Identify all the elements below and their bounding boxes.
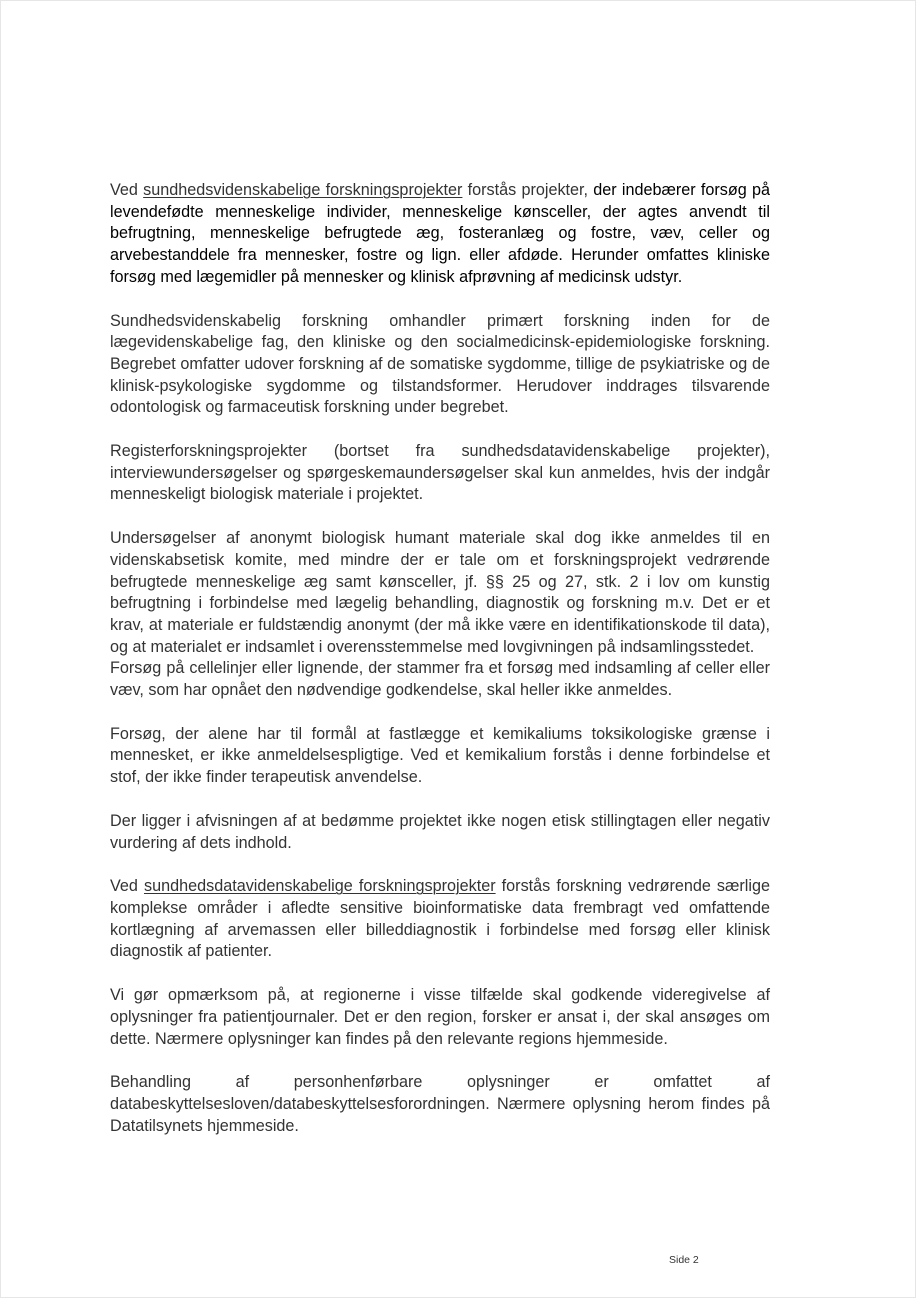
term-health-data-research-projects: sundhedsdatavidenskabelige forskningsprojekter bbox=[143, 877, 496, 896]
paragraph-cell-lines: Forsøg på cellelinjer eller lignende, der stammer fra et forsøg med indsamling af celler eller væv, som har opnået den nødvendige godkendelse, skal heller ikke anmeldes. bbox=[110, 659, 770, 700]
paragraph-data-protection: Behandling af personhenførbare oplysninger er omfattet af databeskyttelsesloven/databeskyttelsesforordningen. Nærmere oplysning herom findes på Datatilsynets hjemmeside. bbox=[110, 1073, 770, 1135]
term-health-research-projects: sundhedsvidenskabelige forskningsprojekter bbox=[143, 181, 463, 199]
text-rest: forstås forskning vedrørende særlige komplekse områder i afledte sensitive bioinformatiske data frembragt ved omfattende kortlægning af arvemassen eller billeddiagnostik i forbindelse med forsøg eller klinisk diagnostik af patienter. bbox=[110, 877, 770, 961]
paragraph-register-research: Registerforskningsprojekter (bortset fra sundhedsdatavidenskabelige projekter), interviewundersøgelser og spørgeskemaundersøgelser skal kun anmeldes, hvis der indgår menneskeligt biologisk materiale i projektet. bbox=[110, 442, 770, 504]
paragraph-definition-health-research bbox=[110, 180, 770, 289]
paragraph-patient-records: Vi gør opmærksom på, at regionerne i visse tilfælde skal godkende videregivelse af oplysninger fra patientjournaler. Det er den region, forsker er ansat i, der skal ansøges om dette. Nærmere oplysninger kan findes på den relevante regions hjemmeside. bbox=[110, 986, 770, 1048]
paragraph-scope: Sundhedsvidenskabelig forskning omhandler primært forskning inden for de lægevidenskabelige fag, den kliniske og den socialmedicinsk-epidemiologiske forskning. Begrebet omfatter udover forskning af de somatiske sygdomme, tillige de psykiatriske og de klinisk-psykologiske sygdomme og tilstandsformer. Herudover inddrages tilsvarende odontologisk og farmaceutisk forskning under begrebet. bbox=[110, 311, 770, 417]
paragraph-chemicals: Forsøg, der alene har til formål at fastlægge et kemikaliums toksikologiske grænse i mennesket, er ikke anmeldelsespligtige. Ved et kemikalium forstås i denne forbindelse et stof, der ikke finder terapeutisk anvendelse. bbox=[110, 724, 770, 787]
document-body bbox=[110, 180, 770, 1159]
text-lead: Ved bbox=[110, 181, 144, 199]
text-lead: Ved bbox=[110, 877, 144, 896]
paragraph-definition-health-data-research bbox=[110, 876, 770, 963]
text-mid: forstås projekter, bbox=[462, 181, 594, 199]
page-number: Side 2 bbox=[669, 1254, 699, 1266]
paragraph-anonymous-material: Undersøgelser af anonymt biologisk humant materiale skal dog ikke anmeldes til en videnskabsetisk komite, med mindre der er tale om et forskningsprojekt vedrørende befrugtede menneskelige æg samt kønsceller, jf. §§ 25 og 27, stk. 2 i lov om kunstig befrugtning i forbindelse med lægelig behandling, diagnostik og forskning m.v. Det er et krav, at materiale er fuldstændig anonymt (der må ikke være en identifikationskode til data), og at materialet er indsamlet i overensstemmelse med lovgivningen på indsamlingsstedet. bbox=[110, 529, 770, 656]
paragraph-rejection-note: Der ligger i afvisningen af at bedømme projektet ikke nogen etisk stillingtagen eller negativ vurdering af dets indhold. bbox=[110, 811, 770, 852]
text-rest: der indebærer forsøg på levendefødte menneskelige individer, menneskelige kønsceller, der agtes anvendt til befrugtning, menneskelige befrugtede æg, fosteranlæg og fostre, væv, celler og arvebestanddele fra mennesker, fostre og lign. eller afdøde. Herunder omfattes kliniske forsøg med lægemidler på mennesker og klinisk afprøvning af medicinsk udstyr. bbox=[110, 181, 770, 286]
